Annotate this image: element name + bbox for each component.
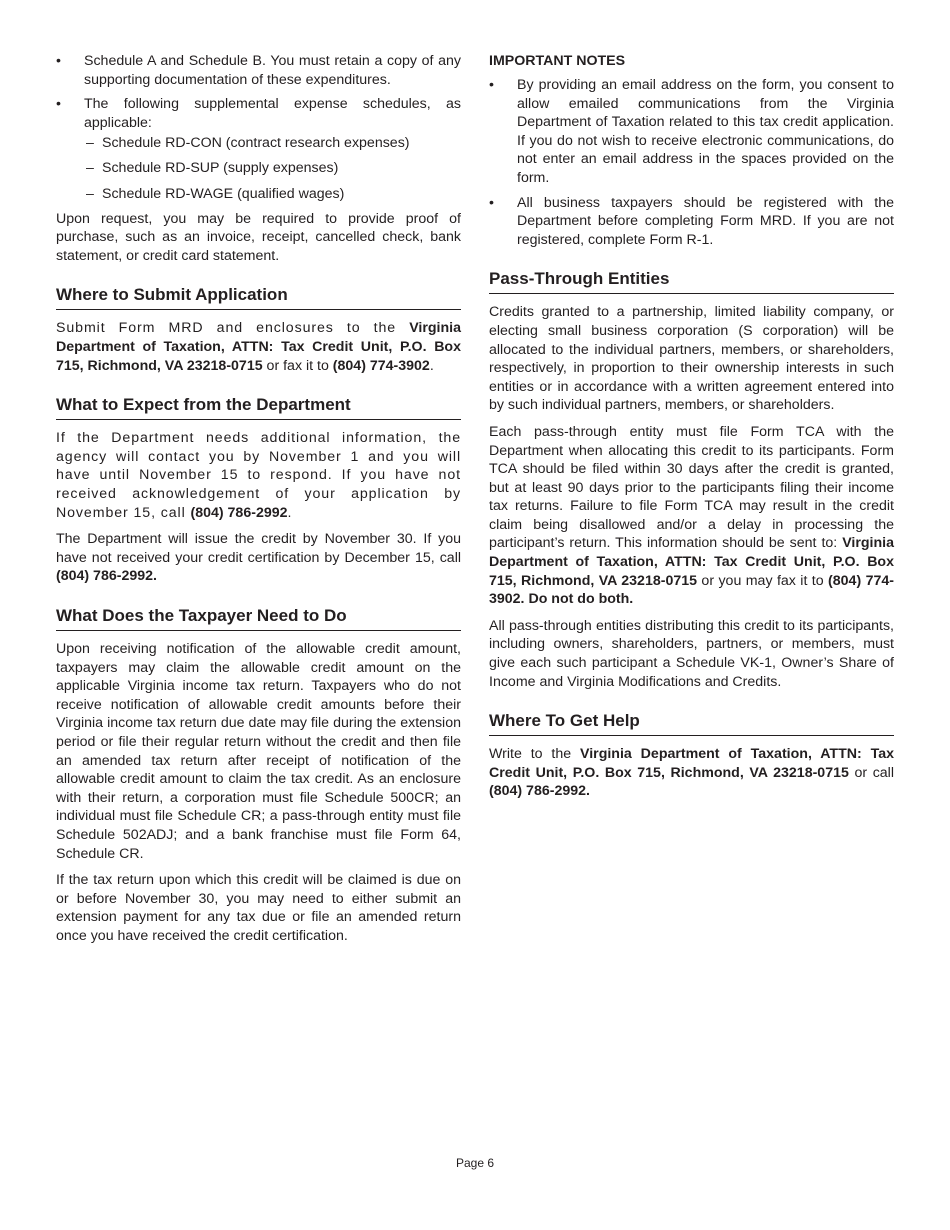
fax-number: (804) 774-3902. Do not do both. bbox=[489, 572, 894, 608]
phone-number: (804) 786-2992. bbox=[56, 568, 157, 585]
submit-paragraph: Submit Form MRD and enclosures to the Virginia Department of Taxation, ATTN: Tax Credit Unit, P.O. Box 715, Richmond, VA 23218-0715 or fax it to (804) 774-3902. bbox=[56, 320, 461, 374]
expect-heading: What to Expect from the Department bbox=[56, 395, 461, 420]
important-notes-list bbox=[489, 76, 894, 249]
taxpayer-paragraph-1: Upon receiving notification of the allowable credit amount, taxpayers may claim the allowable credit amount on the applicable Virginia income tax return. Taxpayers who do not receive notification of allowable credit amounts before their Virginia income tax return due date may file during the extension period or file their regular return without the credit and then file an amended tax return after receipt of notification of the allowable credit amount to claim the tax credit. As an enclosure with their return, a corporation must file Schedule 500CR; an individual must file Schedule CR; a pass-through entity must file Schedule 502ADJ; and a bank franchise must file Form 64, Schedule CR. bbox=[56, 640, 461, 862]
help-paragraph: Write to the Virginia Department of Taxation, ATTN: Tax Credit Unit, P.O. Box 715, Richmond, VA 23218-0715 or call (804) 786-2992. bbox=[489, 746, 894, 800]
passthrough-paragraph-1: Credits granted to a partnership, limited liability company, or electing small business corporation (S corporation) will be allocated to the individual partners, members, or shareholders, respectively, in proportion to their ownership interests in such entities or in accordance with a written agreement entered into by such individual partners, members, or shareholders. bbox=[489, 304, 894, 414]
passthrough-paragraph-3: All pass-through entities distributing this credit to its participants, including owners, shareholders, partners, or members, must give each such participant a Schedule VK-1, Owner’s Share of Income and Virginia Modifications and Credits. bbox=[489, 617, 894, 690]
proof-paragraph: Upon request, you may be required to provide proof of purchase, such as an invoice, receipt, cancelled check, bank statement, or credit card statement. bbox=[56, 210, 461, 264]
taxpayer-heading: What Does the Taxpayer Need to Do bbox=[56, 606, 461, 631]
list-item: – Schedule RD-WAGE (qualified wages) bbox=[84, 185, 461, 204]
left-column bbox=[56, 52, 461, 953]
list-item: – Schedule RD-CON (contract research expenses) bbox=[84, 134, 461, 153]
submit-heading: Where to Submit Application bbox=[56, 285, 461, 310]
fax-number: (804) 774-3902 bbox=[332, 357, 430, 374]
requirements-list bbox=[56, 52, 461, 203]
phone-number: (804) 786-2992. bbox=[489, 783, 590, 800]
passthrough-heading: Pass-Through Entities bbox=[489, 269, 894, 294]
list-item: – Schedule RD-SUP (supply expenses) bbox=[84, 159, 461, 178]
phone-number: (804) 786-2992 bbox=[190, 504, 288, 521]
expect-paragraph-1: If the Department needs additional information, the agency will contact you by November 1 and you will have until November 15 to respond. If you have not received acknowledgement of your application by November 15, call (804) 786-2992. bbox=[56, 430, 461, 521]
list-item: • All business taxpayers should be registered with the Department before completing Form MRD. If you are not registered, complete Form R-1. bbox=[489, 194, 894, 250]
department-address: Virginia Department of Taxation, ATTN: Tax Credit Unit, P.O. Box 715, Richmond, VA 23218-0715 bbox=[489, 746, 894, 781]
taxpayer-paragraph-2: If the tax return upon which this credit will be claimed is due on or before November 30, you may need to either submit an extension payment for any tax due or file an amended return once you have received the credit certification. bbox=[56, 872, 461, 944]
important-notes-heading: IMPORTANT NOTES bbox=[489, 53, 626, 69]
list-item: • Schedule A and Schedule B. You must retain a copy of any supporting documentation of these expenditures. bbox=[56, 52, 461, 89]
expect-paragraph-2: The Department will issue the credit by November 30. If you have not received your credit certification by December 15, call (804) 786-2992. bbox=[56, 531, 461, 585]
help-heading: Where To Get Help bbox=[489, 711, 894, 736]
list-item: • The following supplemental expense schedules, as applicable: – Schedule RD-CON (contract research expenses) – Schedule RD-SUP (supply expenses) – Schedule RD-WAGE (qualified wages) bbox=[56, 95, 461, 203]
passthrough-paragraph-2: Each pass-through entity must file Form TCA with the Department when allocating this credit to its participants. Form TCA should be filed within 30 days after the credit is granted, but at least 90 days prior to the participants filing their income tax returns. Failure to file Form TCA may result in the credit claim being disallowed and/or a delay in processing the participant’s return. This information should be sent to: Virginia Department of Taxation, ATTN: Tax Credit Unit, P.O. Box 715, Richmond, VA 23218-0715 or you may fax it to (804) 774-3902. Do not do both. bbox=[489, 423, 894, 608]
department-address: Virginia Department of Taxation, ATTN: Tax Credit Unit, P.O. Box 715, Richmond, VA 23218-0715 bbox=[56, 320, 461, 374]
schedule-sublist bbox=[84, 134, 461, 203]
page-number: Page 6 bbox=[455, 1156, 495, 1170]
list-item: • By providing an email address on the form, you consent to allow emailed communications from the Virginia Department of Taxation related to this tax credit application. If you do not wish to receive electronic communications, do not enter an email address in the spaces provided on the form. bbox=[489, 76, 894, 188]
right-column bbox=[489, 52, 894, 809]
department-address: Virginia Department of Taxation, ATTN: Tax Credit Unit, P.O. Box 715, Richmond, VA 23218-0715 bbox=[489, 535, 894, 589]
